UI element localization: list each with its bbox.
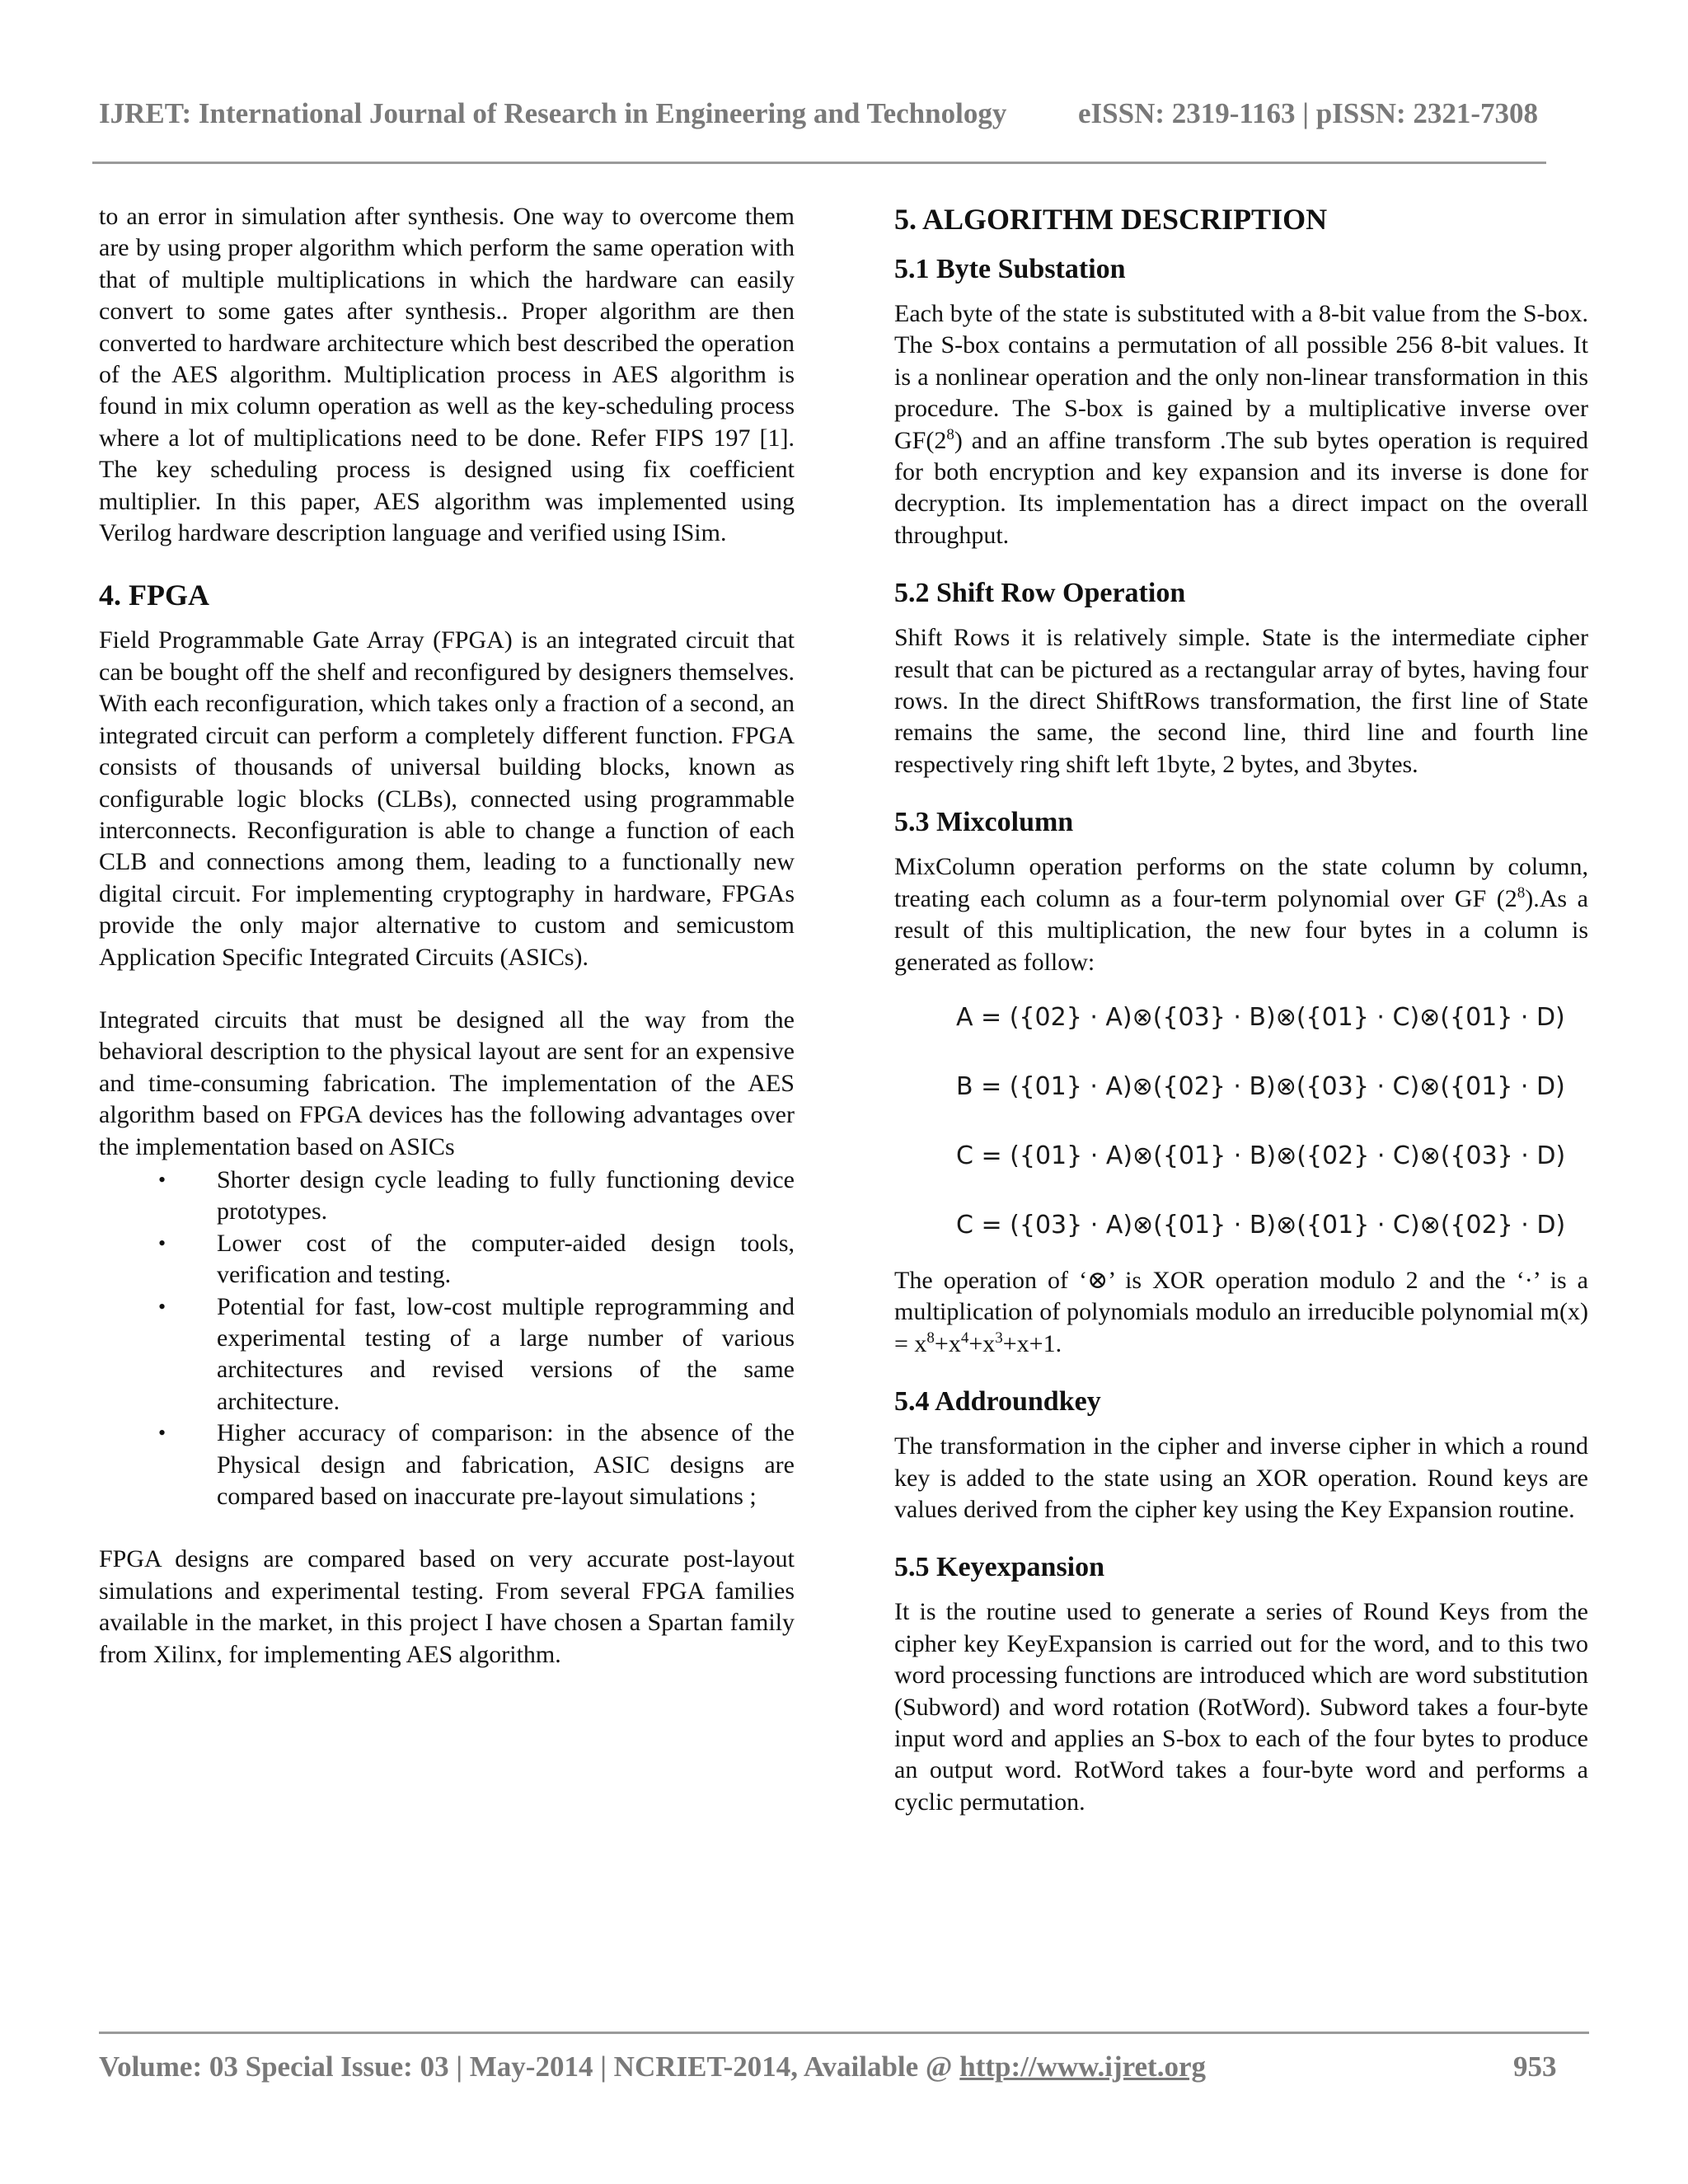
fpga-paragraph-2: Integrated circuits that must be designed all the way from the behavioral description to the physical layout are sent for an expensive and time-consuming fabrication. The implementation of the AES algorithm based on FPGA devices has the following advantages over the implementation based on ASICs <box>99 1005 795 1160</box>
right-column <box>894 201 1588 1818</box>
equation-c: C = ({01} · A)⊗({01} · B)⊗({02} · C)⊗({03} · D) <box>956 1141 1566 1170</box>
operation-text: The operation of ‘⊗’ is XOR operation modulo 2 and the ‘·’ is a multiplication of polynomials modulo an irreducible polynomial $m(x) = x^8+x^4+x^3+x+1$. <box>894 1266 1588 1357</box>
dot-symbol: · <box>1524 1266 1533 1294</box>
byte-substitution-text: Each byte of the state is substituted with a 8-bit value from the S-box. The S-box contains a permutation of all possible 256 8-bit values. It is a nonlinear operation and the only non-linear transformation in this procedure. The S-box is gained by a multiplicative inverse over $GF(2^8)$ and an affine transform .The sub bytes operation is required for both encryption and key expansion and its inverse is done for decryption. Its implementation has a direct impact on the overall throughput. <box>894 300 1588 549</box>
addroundkey-text: The transformation in the cipher and inverse cipher in which a round key is added to the state using an XOR operation. Round keys are values derived from the cipher key using the Key Expansion routine. <box>894 1432 1588 1523</box>
fpga-paragraph-3: FPGA designs are compared based on very accurate post-layout simulations and experimental testing. From several FPGA families available in the market, in this project I have chosen a Spartan family from Xilinx, for implementing AES algorithm. <box>99 1545 795 1668</box>
keyexpansion-text: It is the routine used to generate a series of Round Keys from the cipher key KeyExpansion is carried out for the word, and to this two word processing functions are introduced which are word substitution (Subword) and word rotation (RotWord). Subword takes a four-byte input word and applies an S-box to each of the four bytes to produce an output word. RotWord takes a four-byte word and performs a cyclic permutation. <box>894 1598 1588 1816</box>
bullet-icon: • <box>158 1294 166 1319</box>
bullet-icon: • <box>158 1167 166 1192</box>
bullet-icon: • <box>158 1230 166 1255</box>
fpga-paragraph-1: Field Programmable Gate Array (FPGA) is an integrated circuit that can be bought off the shelf and reconfigured by designers themselves. With each reconfiguration, which takes only a fraction of a second, an integrated circuit can perform a completely different function. FPGA consists of thousands of universal building blocks, known as configurable logic blocks (CLBs), connected using programmable interconnects. Reconfiguration is able to change a function of each CLB and connections among them, leading to a functionally new digital circuit. For implementing cryptography in hardware, FPGAs provide the only major alternative to custom and semicustom Application Specific Integrated Circuits (ASICs). <box>99 626 795 971</box>
addroundkey-heading: 5.4 Addroundkey <box>894 1386 1101 1418</box>
list-item: • Shorter design cycle leading to fully functioning device prototypes. <box>158 1165 795 1226</box>
journal-website-link[interactable]: http://www.ijret.org <box>959 2050 1206 2083</box>
shift-row-heading: 5.2 Shift Row Operation <box>894 578 1186 609</box>
page-number: 953 <box>1513 2050 1557 2083</box>
keyexpansion-heading: 5.5 Keyexpansion <box>894 1552 1105 1583</box>
list-item: • Higher accuracy of comparison: in the absence of the Physical design and fabrication, ASIC designs are compared based on inaccurate pre-layout simulations ; <box>158 1419 795 1511</box>
issn-numbers: eISSN: 2319-1163 | pISSN: 2321-7308 <box>1078 97 1539 129</box>
running-footer <box>99 2050 1558 2083</box>
byte-substitution-heading: 5.1 Byte Substation <box>894 254 1126 284</box>
mixcolumn-equations <box>956 1001 1588 1242</box>
shift-row-text: Shift Rows it is relatively simple. State is the intermediate cipher result that can be pictured as a rectangular array of bytes, having four rows. In the direct ShiftRows transformation, the first line of State remains the same, the second line, third line and fourth line respectively ring shift left 1byte, 2 bytes, and 3bytes. <box>894 624 1588 778</box>
mixcolumn-heading: 5.3 Mixcolumn <box>894 807 1074 838</box>
bullet-icon: • <box>158 1421 166 1446</box>
left-column <box>99 201 795 1671</box>
footer-rule <box>99 2032 1589 2034</box>
journal-title: IJRET: International Journal of Research in Engineering and Technology <box>99 97 1007 129</box>
intro-paragraph: to an error in simulation after synthesis. One way to overcome them are by using proper algorithm which perform the same operation with that of multiple multiplications in which the hardware can easily convert to some gates after synthesis.. Proper algorithm are then converted to hardware architecture which best described the operation of the AES algorithm. Multiplication process in AES algorithm is found in mix column operation as well as the key-scheduling process where a lot of multiplications need to be done. Refer FIPS 197 [1]. The key scheduling process is designed using fix coefficient multiplier. In this paper, AES algorithm was implemented using Verilog hardware description language and verified using ISim. <box>99 203 795 547</box>
footer-text: Volume: 03 Special Issue: 03 | May-2014 | NCRIET-2014, Available @ <box>99 2050 960 2083</box>
xor-symbol: ⊗ <box>1087 1266 1109 1294</box>
algorithm-heading: 5. ALGORITHM DESCRIPTION <box>894 203 1328 236</box>
equation-a: A = ({02} · A)⊗({03} · B)⊗({01} · C)⊗({01} · D) <box>956 1002 1565 1032</box>
list-item: • Lower cost of the computer-aided design tools, verification and testing. <box>158 1229 795 1289</box>
header-rule <box>92 162 1546 164</box>
mixcolumn-text: MixColumn operation performs on the state column by column, treating each column as a four-term polynomial over GF $(2^8).As$ a result of this multiplication, the new four bytes in a column is generated as follow: <box>894 853 1588 976</box>
equation-d: C = ({03} · A)⊗({01} · B)⊗({01} · C)⊗({02} · D) <box>956 1210 1566 1240</box>
equation-b: B = ({01} · A)⊗({02} · B)⊗({03} · C)⊗({01} · D) <box>956 1071 1565 1101</box>
fpga-heading: 4. FPGA <box>99 579 209 612</box>
list-item: • Potential for fast, low-cost multiple reprogramming and experimental testing of a large number of various architectures and revised versions of the same architecture. <box>158 1292 795 1415</box>
advantages-list <box>99 1165 795 1512</box>
